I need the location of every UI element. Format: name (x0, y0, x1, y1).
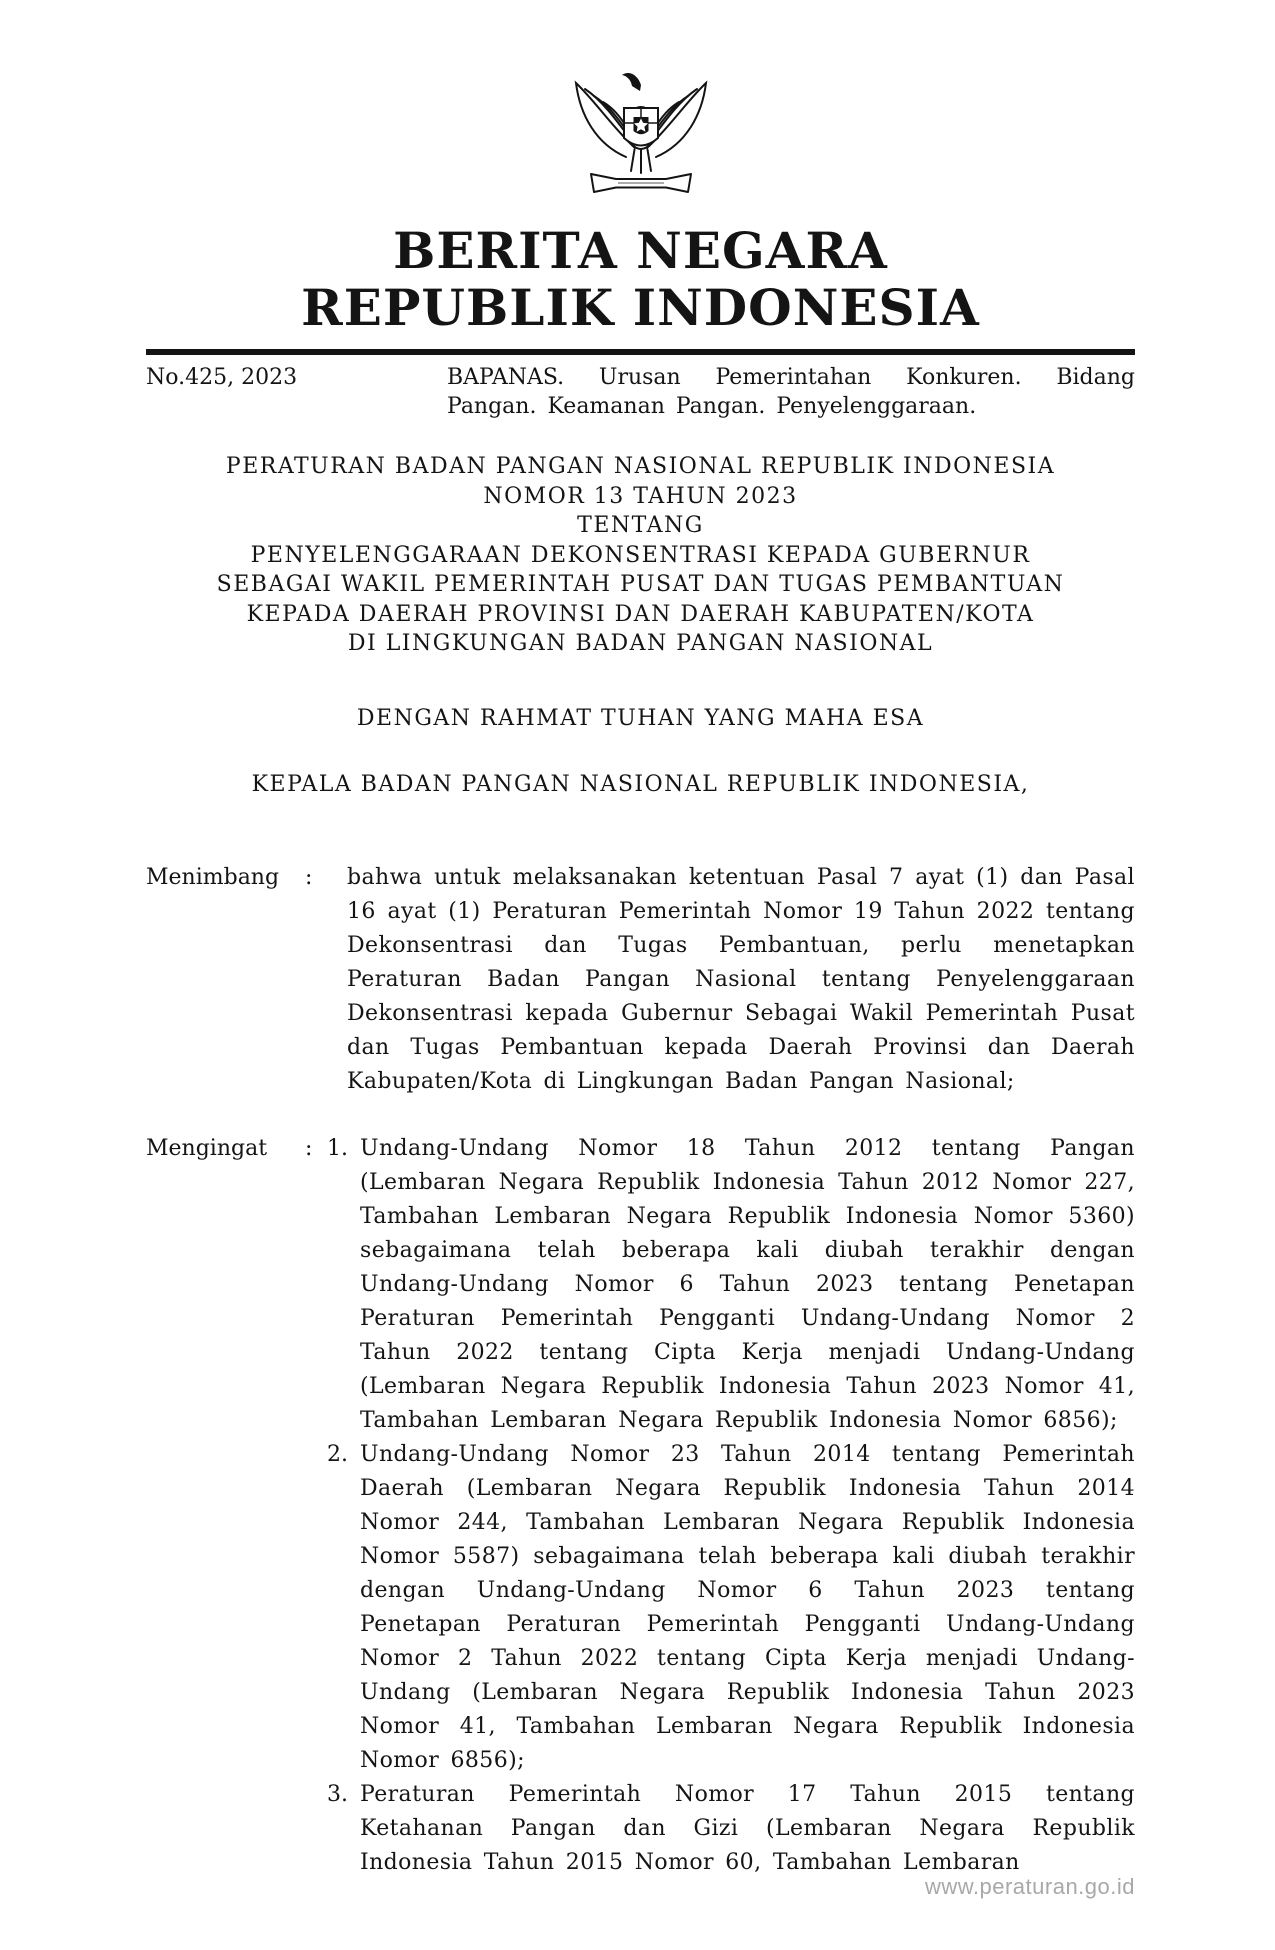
legal-basis-body (327, 1132, 1135, 1880)
considerations-label: Menimbang (146, 864, 280, 890)
considerations-colon: : (305, 864, 313, 890)
regulation-title-line: PENYELENGGARAAN DEKONSENTRASI KEPADA GUBERNUR (250, 542, 1031, 568)
list-item-text: Undang-Undang Nomor 18 Tahun 2012 tentang Pangan (Lembaran Negara Republik Indonesia Tahun 2012 Nomor 227, Tambahan Lembaran Negara Republik Indonesia Nomor 5360) sebagaimana telah beberapa kali diubah terakhir dengan Undang-Undang Nomor 6 Tahun 2023 tentang Penetapan Peraturan Pemerintah Pengganti Undang-Undang Nomor 2 Tahun 2022 tentang Cipta Kerja menjadi Undang-Undang (Lembaran Negara Republik Indonesia Tahun 2023 Nomor 41, Tambahan Lembaran Negara Republik Indonesia Nomor 6856); (360, 1135, 1135, 1433)
legal-basis-section (146, 1132, 1135, 1880)
subject-abstract: BAPANAS. Urusan Pemerintahan Konkuren. Bidang Pangan. Keamanan Pangan. Penyelenggaraan. (447, 365, 1135, 419)
regulation-title-line: DI LINGKUNGAN BADAN PANGAN NASIONAL (347, 631, 934, 656)
considerations-text: bahwa untuk melaksanakan ketentuan Pasal 7 ayat (1) dan Pasal 16 ayat (1) Peraturan Pemerintah Nomor 19 Tahun 2022 tentang Dekonsentrasi dan Tugas Pembantuan, perlu menetapkan Peraturan Badan Pangan Nasional tentang Penyelenggaraan Dekonsentrasi kepada Gubernur Sebagai Wakil Pemerintah Pusat dan Tugas Pembantuan kepada Daerah Provinsi dan Daerah Kabupaten/Kota di Lingkungan Badan Pangan Nasional; (347, 864, 1135, 1094)
considerations-body (327, 861, 1135, 1099)
masthead (146, 0, 1135, 421)
regulation-title-line: SEBAGAI WAKIL PEMERINTAH PUSAT DAN TUGAS PEMBANTUAN (216, 572, 1065, 597)
regulation-title-block (146, 452, 1135, 659)
garuda-pancasila-emblem (566, 54, 716, 212)
legal-basis-item (327, 1438, 1135, 1778)
gazette-title (146, 222, 1135, 336)
regulation-title-line: NOMOR 13 TAHUN 2023 (483, 483, 798, 509)
gazette-title-line1: BERITA NEGARA (393, 221, 888, 280)
list-item-text: Undang-Undang Nomor 23 Tahun 2014 tentang Pemerintah Daerah (Lembaran Negara Republik Indonesia Tahun 2014 Nomor 244, Tambahan Lembaran Negara Republik Indonesia Nomor 5587) sebagaimana telah beberapa kali diubah terakhir dengan Undang-Undang Nomor 6 Tahun 2023 tentang Penetapan Peraturan Pemerintah Pengganti Undang-Undang Nomor 2 Tahun 2022 tentang Cipta Kerja menjadi Undang-Undang (Lembaran Negara Republik Indonesia Tahun 2023 Nomor 41, Tambahan Lembaran Negara Republik Indonesia Nomor 6856); (360, 1441, 1135, 1773)
issuing-officer-line: KEPALA BADAN PANGAN NASIONAL REPUBLIK INDONESIA, (251, 771, 1030, 797)
issue-number: No.425, 2023 (146, 365, 298, 390)
list-item-number: 3. (327, 1781, 348, 1807)
legal-basis-item (327, 1132, 1135, 1438)
regulation-title-line: KEPADA DAERAH PROVINSI DAN DAERAH KABUPATEN/KOTA (246, 601, 1035, 627)
regulation-title-line: PERATURAN BADAN PANGAN NASIONAL REPUBLIK INDONESIA (225, 454, 1056, 479)
issue-row (146, 363, 1135, 421)
considerations-section (146, 861, 1135, 1099)
invocation-line: DENGAN RAHMAT TUHAN YANG MAHA ESA (356, 705, 925, 731)
gazette-title-line2: REPUBLIK INDONESIA (301, 278, 980, 337)
list-item-text: Peraturan Pemerintah Nomor 17 Tahun 2015 tentang Ketahanan Pangan dan Gizi (Lembaran Negara Republik Indonesia Tahun 2015 Nomor 60, Tambahan Lembaran (360, 1781, 1135, 1875)
legal-basis-label: Mengingat (146, 1135, 268, 1161)
list-item-number: 2. (327, 1441, 348, 1467)
footer-site-url: www.peraturan.go.id (924, 1874, 1135, 1899)
list-item-number: 1. (327, 1135, 348, 1161)
regulation-title-line: TENTANG (577, 513, 704, 538)
legal-basis-colon: : (305, 1135, 313, 1161)
masthead-divider-rule (146, 349, 1135, 355)
legal-basis-item (327, 1778, 1135, 1880)
